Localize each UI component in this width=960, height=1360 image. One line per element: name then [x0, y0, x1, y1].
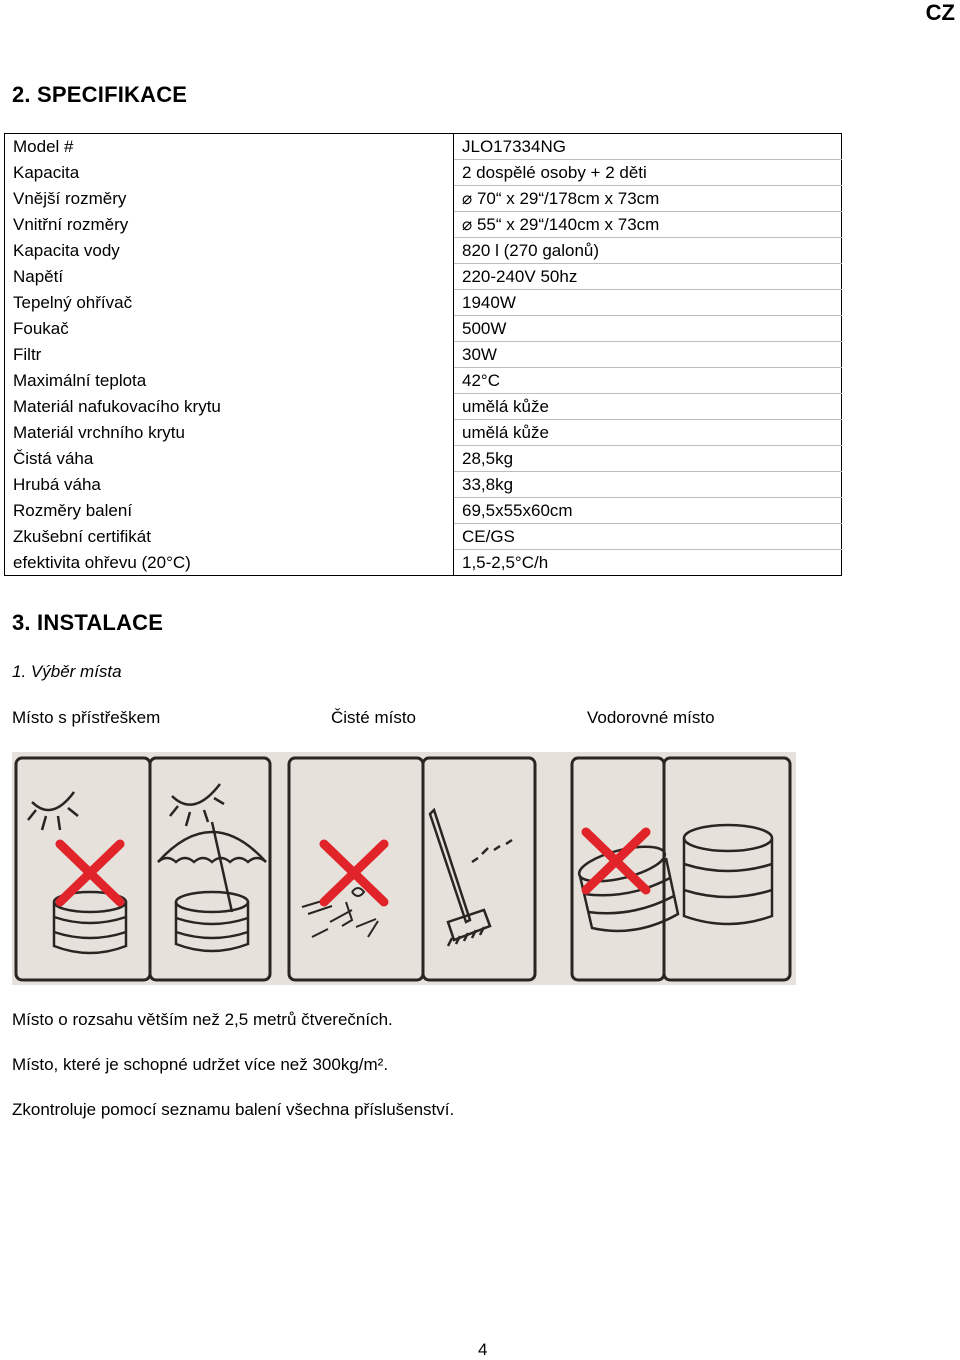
language-code: CZ: [925, 0, 955, 25]
section-title-specifikace: 2. SPECIFIKACE: [12, 82, 188, 107]
sun-icon: [28, 792, 78, 830]
subsection-title: 1. Výběr místa: [12, 662, 122, 681]
site-selection-illustration: [12, 752, 796, 985]
umbrella-icon: [158, 822, 266, 912]
spec-label: Hrubá váha: [5, 472, 454, 498]
page-number: 4: [478, 1340, 488, 1359]
spec-value: 42°C: [454, 368, 842, 394]
spec-label: Vnější rozměry: [5, 186, 454, 212]
spec-row: [5, 186, 842, 212]
spec-value: 2 dospělé osoby + 2 děti: [454, 160, 842, 186]
caption-sheltered-place: Místo s přístřeškem: [12, 708, 161, 727]
spec-row: [5, 160, 842, 186]
spec-row: [5, 368, 842, 394]
spec-value: 820 l (270 galonů): [454, 238, 842, 264]
panel-frame: [423, 758, 535, 980]
spec-label: Kapacita: [5, 160, 454, 186]
hot-tub-icon: [176, 892, 248, 951]
spec-row: [5, 446, 842, 472]
paragraph-load: Místo, které je schopné udržet více než 300kg/m².: [12, 1055, 389, 1074]
spec-row: [5, 290, 842, 316]
spec-label: Foukač: [5, 316, 454, 342]
spec-value: 1,5-2,5°C/h: [454, 550, 842, 576]
spec-value: 28,5kg: [454, 446, 842, 472]
spec-value: umělá kůže: [454, 420, 842, 446]
spec-value: 30W: [454, 342, 842, 368]
spec-value: 1940W: [454, 290, 842, 316]
paragraph-accessories: Zkontroluje pomocí seznamu balení všechna příslušenství.: [12, 1100, 455, 1119]
spec-value: 33,8kg: [454, 472, 842, 498]
cross-icon: [586, 832, 646, 890]
spec-row: [5, 342, 842, 368]
spec-row: [5, 134, 842, 160]
spec-label: Vnitřní rozměry: [5, 212, 454, 238]
section-title-instalace: 3. INSTALACE: [12, 610, 164, 635]
hot-tub-icon: [684, 825, 772, 924]
panel-frame: [150, 758, 270, 980]
rake-icon: [430, 810, 512, 946]
spec-label: Filtr: [5, 342, 454, 368]
spec-row: [5, 420, 842, 446]
spec-value: CE/GS: [454, 524, 842, 550]
spec-label: Materiál nafukovacího krytu: [5, 394, 454, 420]
spec-label: Zkušební certifikát: [5, 524, 454, 550]
spec-label: efektivita ohřevu (20°C): [5, 550, 454, 576]
cross-icon: [60, 844, 120, 902]
spec-label: Kapacita vody: [5, 238, 454, 264]
spec-value: 69,5x55x60cm: [454, 498, 842, 524]
spec-row: [5, 498, 842, 524]
caption-level-place: Vodorovné místo: [587, 708, 715, 727]
spec-value: ⌀ 70“ x 29“/178cm x 73cm: [454, 186, 842, 212]
spec-label: Napětí: [5, 264, 454, 290]
spec-row: [5, 524, 842, 550]
spec-table: [4, 133, 842, 576]
spec-value: umělá kůže: [454, 394, 842, 420]
spec-row: [5, 316, 842, 342]
spec-row: [5, 238, 842, 264]
spec-row: [5, 550, 842, 576]
paragraph-area: Místo o rozsahu větším než 2,5 metrů čtverečních.: [12, 1010, 393, 1029]
spec-label: Čistá váha: [5, 446, 454, 472]
sun-icon: [170, 784, 224, 826]
spec-label: Model #: [5, 134, 454, 160]
spec-value: JLO17334NG: [454, 134, 842, 160]
spec-row: [5, 264, 842, 290]
spec-label: Rozměry balení: [5, 498, 454, 524]
spec-value: ⌀ 55“ x 29“/140cm x 73cm: [454, 212, 842, 238]
spec-label: Maximální teplota: [5, 368, 454, 394]
spec-label: Materiál vrchního krytu: [5, 420, 454, 446]
spec-row: [5, 394, 842, 420]
caption-clean-place: Čisté místo: [331, 708, 417, 727]
spec-value: 500W: [454, 316, 842, 342]
spec-row: [5, 212, 842, 238]
spec-row: [5, 472, 842, 498]
spec-label: Tepelný ohřívač: [5, 290, 454, 316]
debris-icon: [302, 888, 378, 937]
spec-value: 220-240V 50hz: [454, 264, 842, 290]
